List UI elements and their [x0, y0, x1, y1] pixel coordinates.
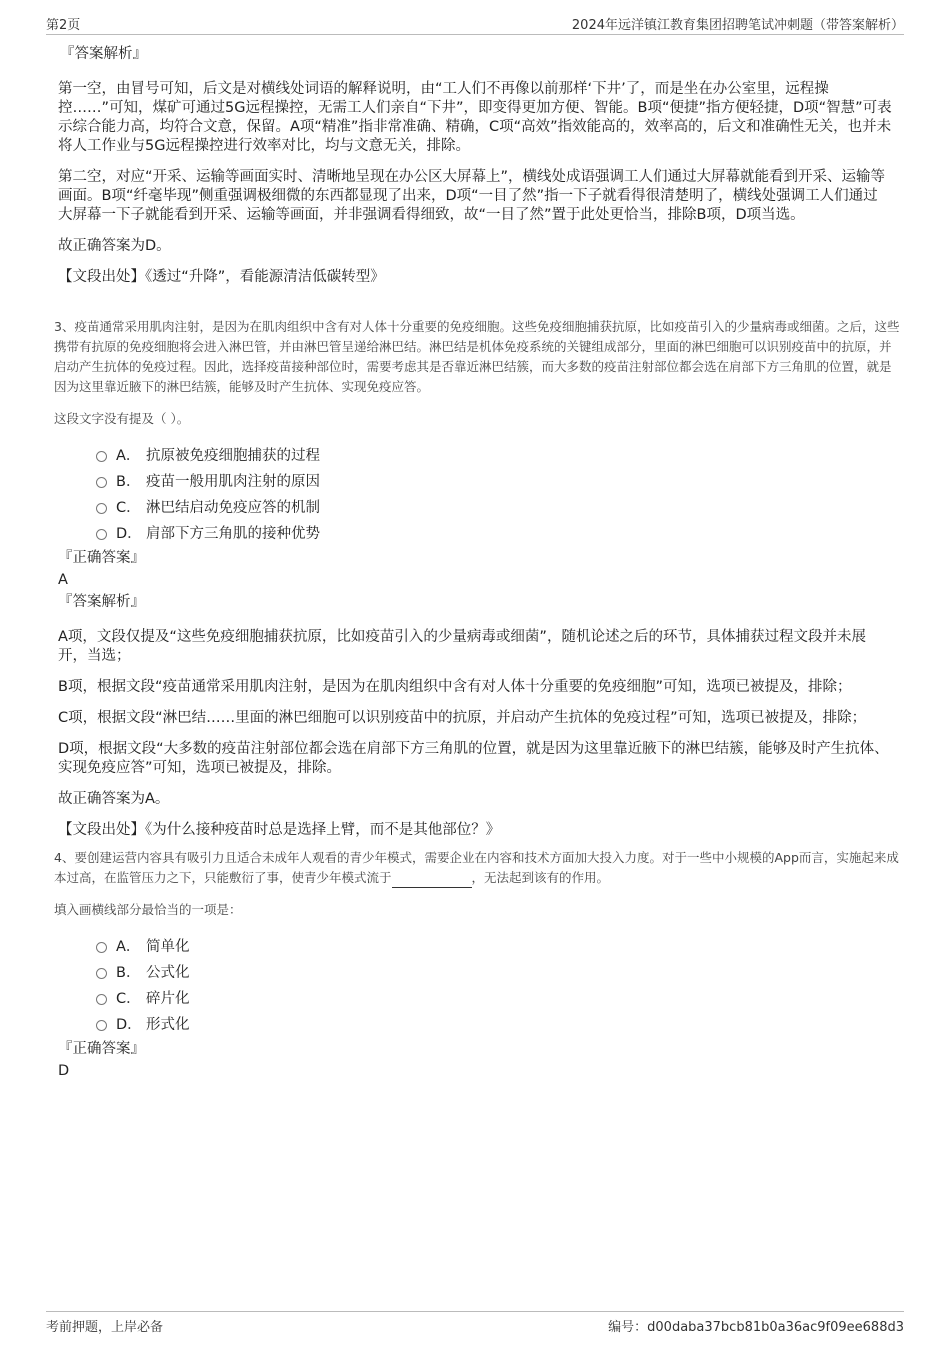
q3-correct-title: 『正确答案』 [58, 550, 145, 566]
option-text: 碎片化 [146, 990, 190, 1007]
q2-analysis-conclusion: 故正确答案为D。 [58, 238, 171, 254]
q4-option-b[interactable] [96, 958, 892, 984]
q3-options [96, 441, 892, 545]
q3-option-a[interactable] [96, 441, 892, 467]
fill-blank [392, 873, 472, 888]
q2-source: 【文段出处】《透过“升降”，看能源清洁低碳转型》 [58, 269, 385, 285]
q3-analysis-a: A项，文段仅提及“这些免疫细胞捕获抗原，比如疫苗引入的少量病毒或细菌”，随机论述之后的环节，具体捕获过程文段并未展开，当选； [58, 629, 866, 664]
q3-option-c[interactable] [96, 493, 892, 519]
q3-analysis-b: B项，根据文段“疫苗通常采用肌肉注射，是因为在肌肉组织中含有对人体十分重要的免疫细胞”可知，选项已被提及，排除； [58, 679, 852, 695]
q2-analysis-para-1: 第一空，由冒号可知，后文是对横线处词语的解释说明，由“工人们不再像以前那样‘下井’了，而是坐在办公室里，远程操控……”可知，煤矿可通过5G远程操控，无需工人们亲自“下井”，即变得更加方便、智能。B项“便捷”指方便轻捷，D项“智慧”可表示综合能力高，均符合文意，保留。A项“精准”指非常准确、精确，C项“高效”指效能高的，效率高的，后文和准确性无关，也并未将人工作业与5G远程操控进行效率对比，均与文意无关，排除。 [58, 81, 892, 154]
q3-analysis-title: 『答案解析』 [58, 594, 145, 610]
q4-options [96, 932, 892, 1036]
option-letter: B． [116, 473, 141, 490]
q4-option-c[interactable] [96, 984, 892, 1010]
document-title: 2024年远洋镇江教育集团招聘笔试冲刺题（带答案解析） [571, 18, 904, 33]
radio-icon[interactable] [96, 477, 107, 488]
radio-icon[interactable] [96, 942, 107, 953]
radio-icon[interactable] [96, 994, 107, 1005]
option-text: 简单化 [146, 938, 190, 955]
q4-correct-answer: D [58, 1063, 70, 1079]
page-content [54, 44, 900, 1084]
option-letter: A． [116, 447, 141, 464]
q4-option-d[interactable] [96, 1010, 892, 1036]
q3-source: 【文段出处】《为什么接种疫苗时总是选择上臂，而不是其他部位？》 [58, 822, 501, 838]
option-letter: C． [116, 499, 141, 516]
page-footer [46, 1311, 904, 1336]
option-text: 形式化 [146, 1016, 190, 1033]
q2-analysis-title: 『答案解析』 [60, 46, 147, 62]
option-letter: B． [116, 964, 141, 981]
page-number: 第2页 [46, 18, 81, 33]
option-letter: D． [116, 1016, 142, 1033]
q4-option-a[interactable] [96, 932, 892, 958]
radio-icon[interactable] [96, 529, 107, 540]
q3-correct-answer: A [58, 572, 68, 588]
q3-question-text: 3、疫苗通常采用肌肉注射，是因为在肌肉组织中含有对人体十分重要的免疫细胞。这些免疫细胞捕获抗原，比如疫苗引入的少量病毒或细菌。之后，这些携带有抗原的免疫细胞将会进入淋巴管，并由淋巴管呈递给淋巴结。淋巴结是机体免疫系统的关键组成部分，里面的淋巴细胞可以识别疫苗中的抗原，并启动产生抗体的免疫过程。因此，选择疫苗接种部位时，需要考虑其是否靠近淋巴结簇，而大多数的疫苗注射部位都会选在肩部下方三角肌的位置，就是因为这里靠近腋下的淋巴结簇，能够及时产生抗体、实现免疫应答。 [54, 319, 900, 394]
radio-icon[interactable] [96, 1020, 107, 1031]
page-header [46, 14, 904, 35]
radio-icon[interactable] [96, 451, 107, 462]
radio-icon[interactable] [96, 503, 107, 514]
option-text: 抗原被免疫细胞捕获的过程 [146, 447, 320, 464]
q3-option-d[interactable] [96, 519, 892, 545]
q4-prompt: 填入画横线部分最恰当的一项是： [54, 902, 242, 917]
option-text: 公式化 [146, 964, 190, 981]
option-letter: D． [116, 525, 142, 542]
q3-prompt: 这段文字没有提及（ ）。 [54, 411, 190, 426]
footer-slogan: 考前押题，上岸必备 [46, 1320, 164, 1335]
radio-icon[interactable] [96, 968, 107, 979]
q3-option-b[interactable] [96, 467, 892, 493]
q3-analysis-c: C项，根据文段“淋巴结……里面的淋巴细胞可以识别疫苗中的抗原，并启动产生抗体的免疫过程”可知，选项已被提及，排除； [58, 710, 867, 726]
q3-analysis-d: D项，根据文段“大多数的疫苗注射部位都会选在肩部下方三角肌的位置，就是因为这里靠近腋下的淋巴结簇，能够及时产生抗体、实现免疫应答”可知，选项已被提及，排除。 [58, 741, 889, 776]
option-letter: A． [116, 938, 141, 955]
option-text: 疫苗一般用肌肉注射的原因 [146, 473, 320, 490]
q3-analysis-conclusion: 故正确答案为A。 [58, 791, 170, 807]
q4-question-text [54, 848, 900, 888]
q4-text-before: 4、要创建运营内容具有吸引力且适合未成年人观看的青少年模式，需要企业在内容和技术方面加大投入力度。对于一些中小规模的App而言，实施起来成本过高，在监管压力之下，只能敷衍了事，使青少年模式流于 [54, 850, 899, 885]
option-text: 肩部下方三角肌的接种优势 [146, 525, 320, 542]
q2-analysis-para-2: 第二空，对应“开采、运输等画面实时、清晰地呈现在办公区大屏幕上”，横线处成语强调工人们通过大屏幕就能看到开采、运输等画面。B项“纤毫毕现”侧重强调极细微的东西都显现了出来，D项“一目了然”指一下子就看得很清楚明了，横线处强调工人们通过大屏幕一下子就能看到开采、运输等画面，并非强调看得细致，故“一目了然”置于此处更恰当，排除B项，D项当选。 [58, 169, 886, 223]
option-text: 淋巴结启动免疫应答的机制 [146, 499, 320, 516]
q4-text-after: ，无法起到该有的作用。 [471, 870, 610, 885]
q4-correct-title: 『正确答案』 [58, 1041, 145, 1057]
document-id: 编号：d00daba37bcb81b0a36ac9f09ee688d3 [608, 1320, 904, 1335]
option-letter: C． [116, 990, 141, 1007]
